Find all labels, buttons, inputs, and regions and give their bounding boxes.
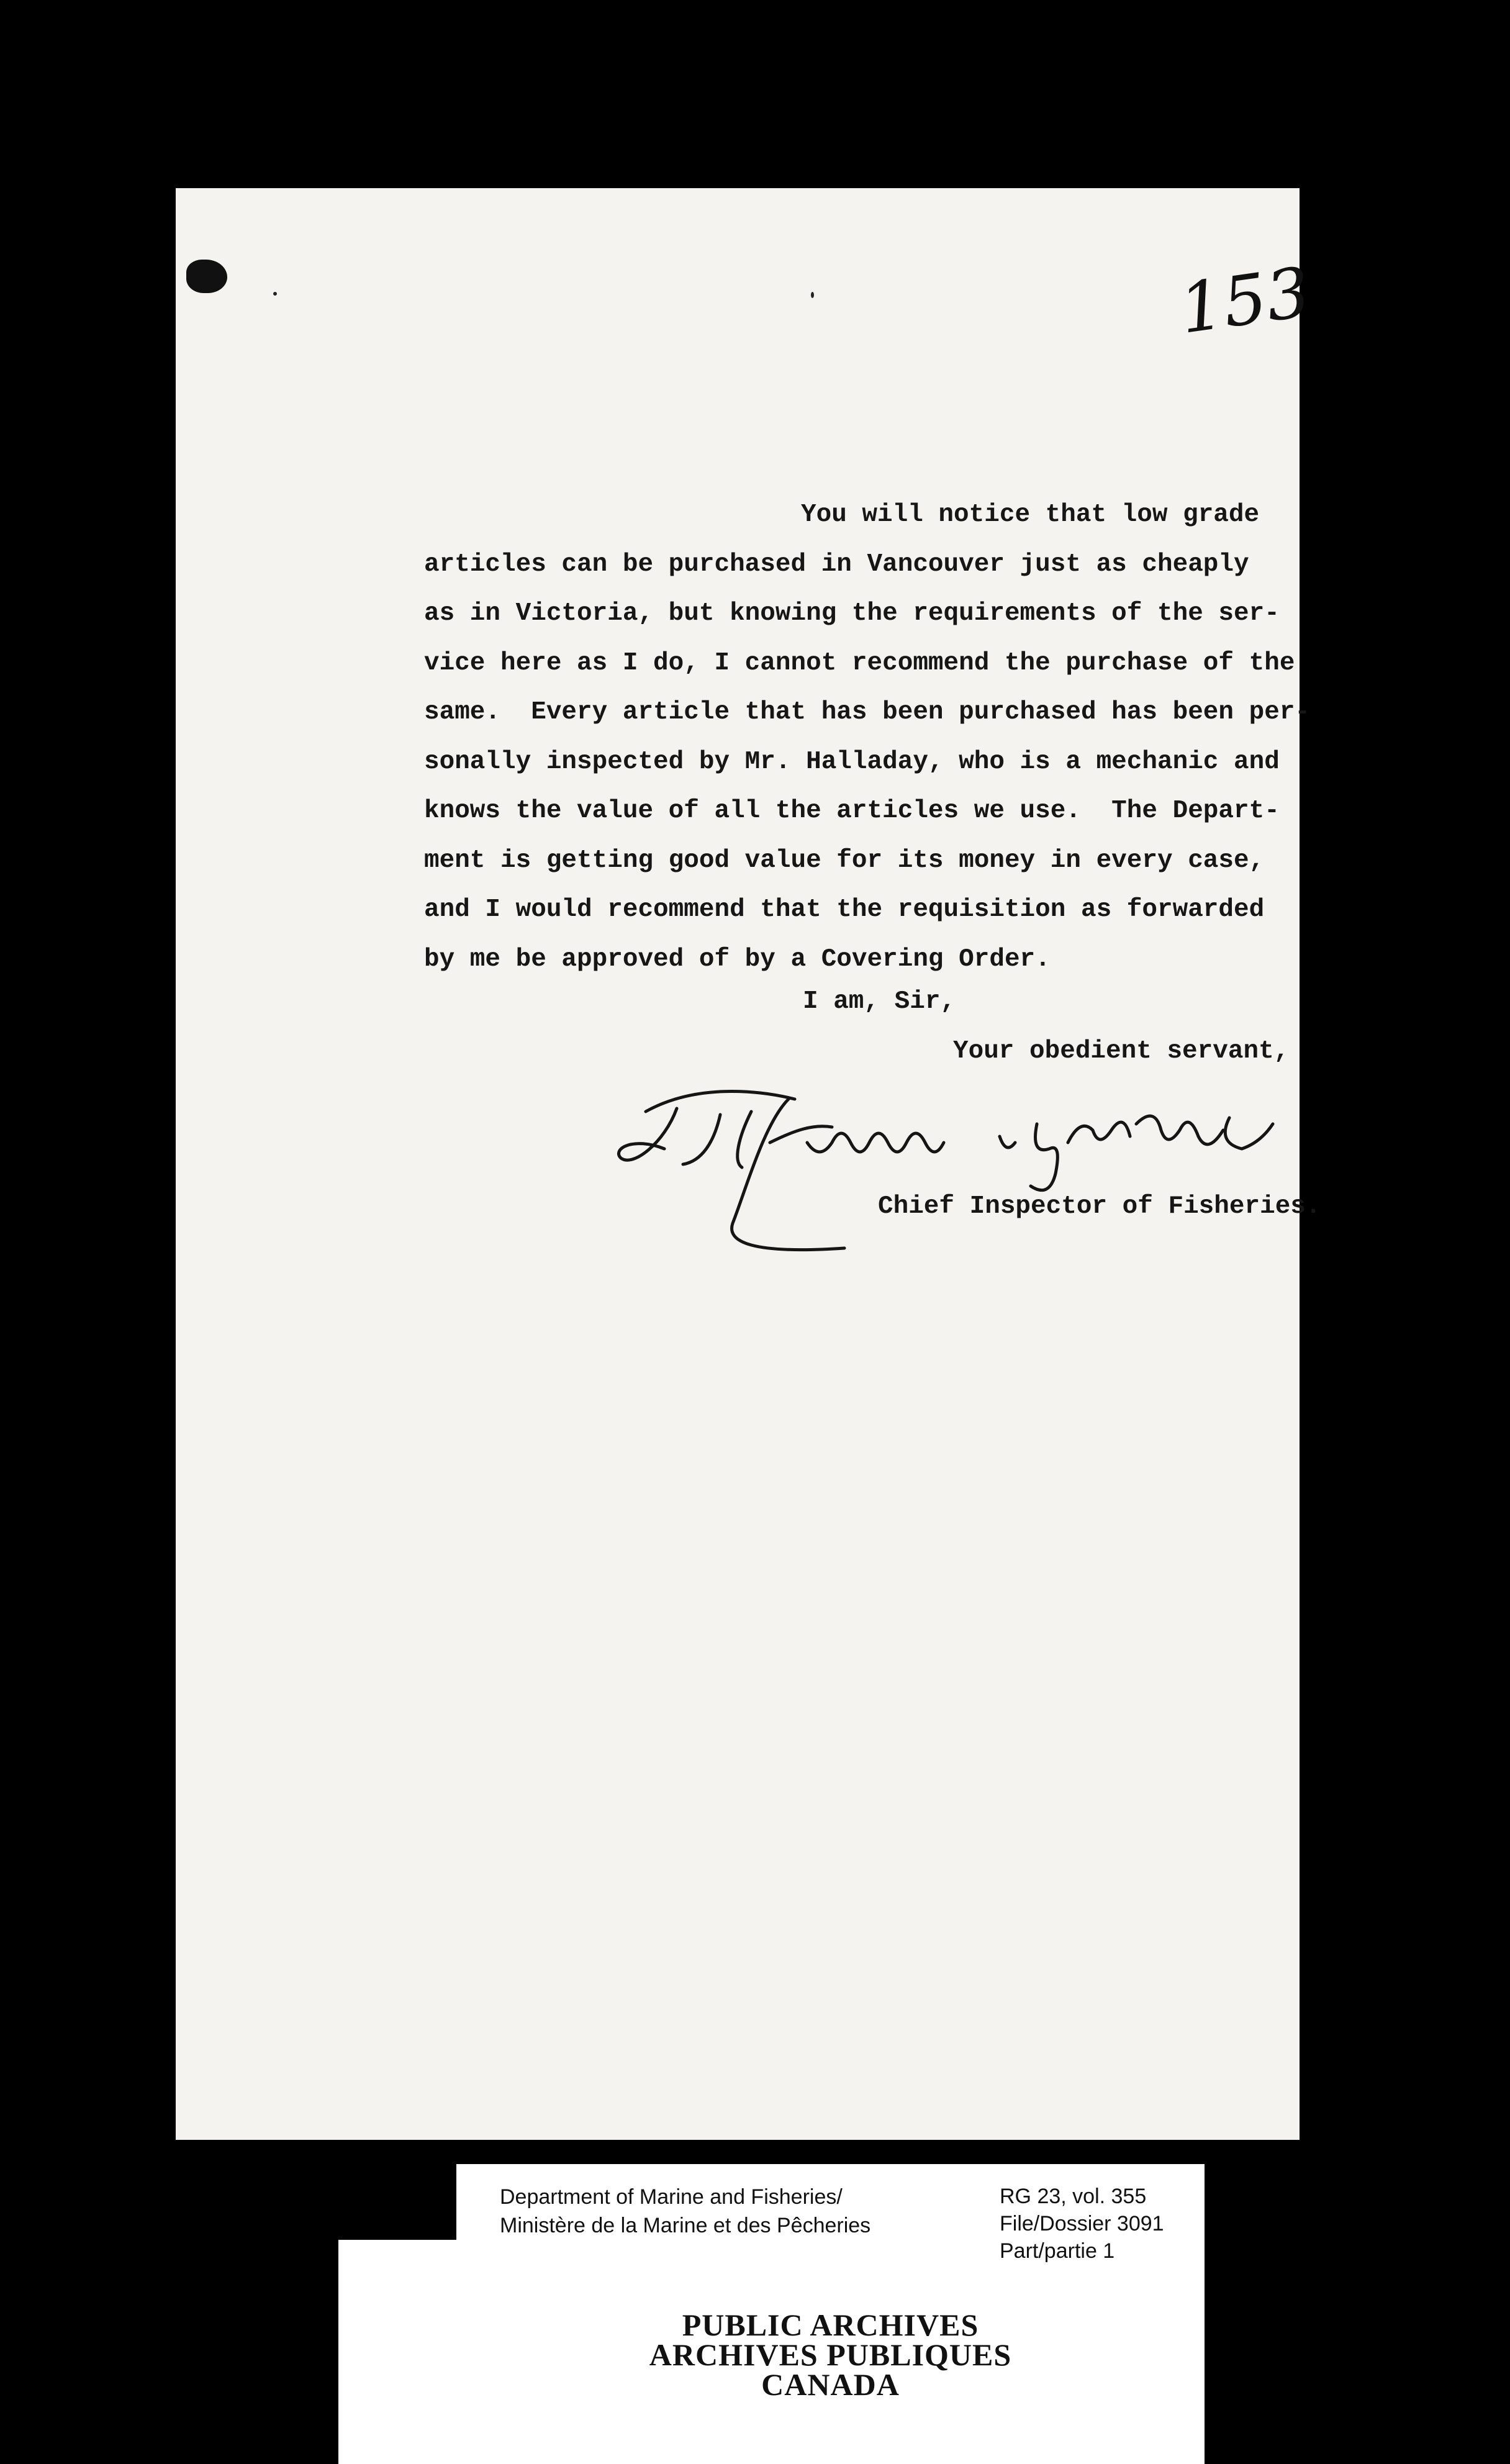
letter-line: sonally inspected by Mr. Halladay, who is a mechanic and xyxy=(424,747,1280,776)
letter-line: You will notice that low grade xyxy=(801,500,1260,529)
letter-line: same. Every article that has been purchased has been per- xyxy=(424,698,1311,727)
letter-line: knows the value of all the articles we use. The Depart- xyxy=(424,797,1280,825)
archives-fr: ARCHIVES PUBLIQUES xyxy=(649,2337,1012,2372)
archives-country: CANADA xyxy=(761,2367,900,2402)
letter-line: by me be approved of by a Covering Order. xyxy=(424,944,1051,974)
letter-line: vice here as I do, I cannot recommend the purchase of the xyxy=(424,648,1295,677)
department-en: Department of Marine and Fisheries/ xyxy=(500,2185,843,2209)
letter-line: and I would recommend that the requisition as forwarded xyxy=(424,895,1265,924)
signatory-title: Chief Inspector of Fisheries. xyxy=(878,1192,1321,1221)
reference-block xyxy=(1000,2183,1164,2265)
archives-stamp xyxy=(456,2308,1205,2402)
letter-line: ment is getting good value for its money in every case, xyxy=(424,846,1265,875)
department-fr: Ministère de la Marine et des Pêcheries xyxy=(500,2214,871,2237)
department-block xyxy=(500,2183,870,2240)
letter-line: articles can be purchased in Vancouver just as cheaply xyxy=(424,550,1249,579)
valediction: Your obedient servant, xyxy=(953,1037,1290,1066)
letter-body xyxy=(424,491,1311,984)
salutation: I am, Sir, xyxy=(803,987,956,1016)
letter-line: as in Victoria, but knowing the requirements of the ser- xyxy=(424,599,1280,628)
file-number: File/Dossier 3091 xyxy=(1000,2212,1164,2235)
speck xyxy=(273,292,277,296)
speck xyxy=(811,292,814,298)
punch-hole xyxy=(186,260,227,293)
handwritten-signature xyxy=(608,1056,1335,1267)
record-group: RG 23, vol. 355 xyxy=(1000,2185,1147,2208)
part-number: Part/partie 1 xyxy=(1000,2239,1115,2263)
page-number: 153 xyxy=(1175,252,1315,349)
archives-en: PUBLIC ARCHIVES xyxy=(682,2308,979,2342)
archive-label xyxy=(456,2164,1205,2402)
